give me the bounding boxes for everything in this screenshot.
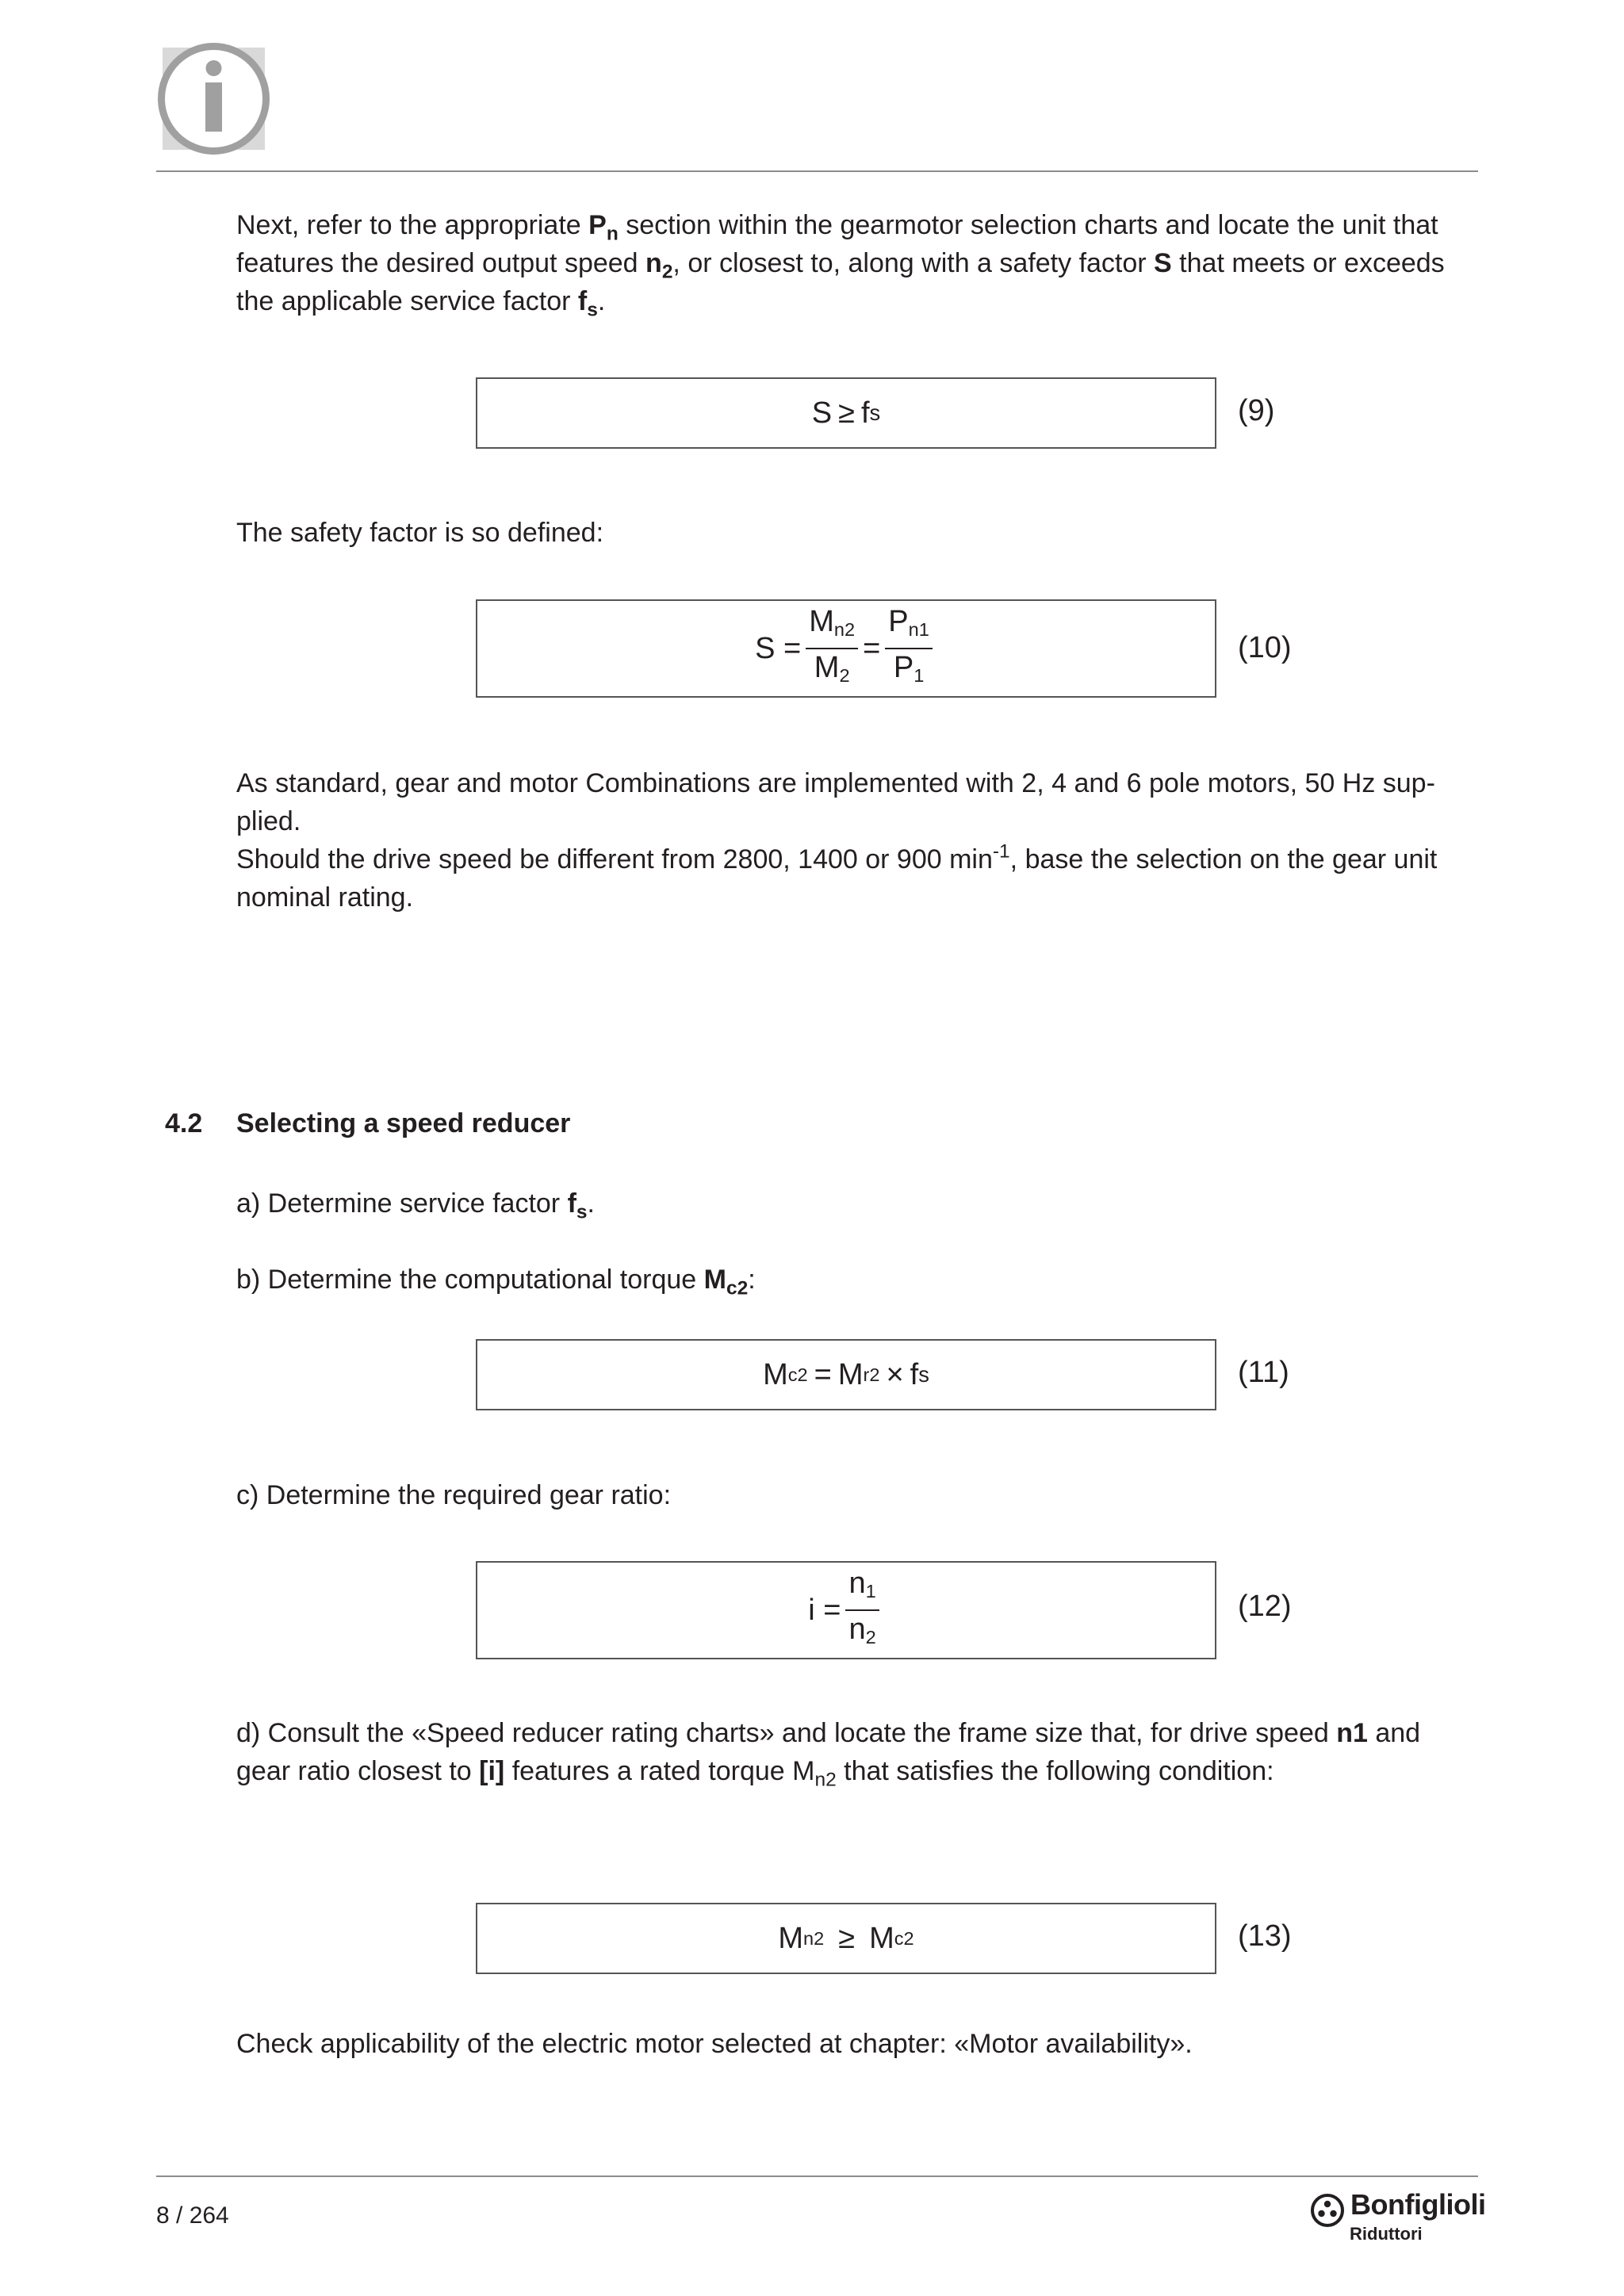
step-a: a) Determine service factor $f_s$. <box>236 1188 595 1223</box>
brand-name: Bonfiglioli <box>1350 2188 1486 2221</box>
check-paragraph: Check applicability of the electric motor selected at chapter: «Motor availability». <box>236 2029 1193 2059</box>
equation-10-box: S = $\frac{Mn2}{M2}$ = $\frac{Pn1}{P1}$ <box>476 599 1216 698</box>
safety-factor-definition: The safety factor is so defined: <box>236 518 604 548</box>
equation-11-box: M c2 = M r2 × f s <box>476 1339 1216 1410</box>
step-d: d) Consult the «Speed reducer rating charts» and locate the frame size that, for drive speed n1 and gear ratio closest to [i] features a rated torque $M_{n2}$ that satisfies the following condition: <box>236 1718 1421 1791</box>
step-b: b) Determine the computational torque $M_{c2}$: <box>236 1265 756 1299</box>
page-number: 8 / 264 <box>156 2202 229 2229</box>
header-rule <box>156 170 1478 172</box>
equation-12-box: i = $\frac{n1}{n2}$ <box>476 1561 1216 1659</box>
fraction-torque: $\frac{Mn2}{M2}$ <box>806 605 858 692</box>
bonfiglioli-logo-icon <box>1310 2193 1345 2228</box>
fraction-power: $\frac{Pn1}{P1}$ <box>885 605 933 692</box>
equation-11-number: (11) <box>1238 1356 1289 1389</box>
equation-10-number: (10) <box>1238 631 1292 664</box>
info-icon <box>156 41 271 156</box>
equation-13-number: (13) <box>1238 1919 1292 1953</box>
section-title: Selecting a speed reducer <box>236 1108 571 1138</box>
equation-13-box: M n2 ≥ M c2 <box>476 1903 1216 1974</box>
standard-paragraph: As standard, gear and motor Combinations are implemented with 2, 4 and 6 pole motors, 50 Hz sup- plied. Should the drive speed be different from 2800, 1400 or 900 $\min^{-1}$, base the selection on the gear unit nominal rating. <box>236 768 1438 913</box>
brand-subtitle: Riduttori <box>1350 2224 1423 2244</box>
equation-12-number: (12) <box>1238 1590 1292 1623</box>
intro-paragraph: Next, refer to the appropriate $P_n$ section within the gearmotor selection charts and locate the unit that features the desired output speed $n_2$, or closest to, along with a safety factor S that meets or exceeds the applicable service factor $f_s$. <box>236 210 1445 321</box>
fraction-gear-ratio: $\frac{n1}{n2}$ <box>845 1567 879 1654</box>
equation-9-box: S ≥ f s <box>476 377 1216 449</box>
section-number: 4.2 <box>165 1108 203 1138</box>
step-c: c) Determine the required gear ratio: <box>236 1480 672 1510</box>
equation-9-number: (9) <box>1238 394 1275 427</box>
footer-rule <box>156 2175 1478 2177</box>
